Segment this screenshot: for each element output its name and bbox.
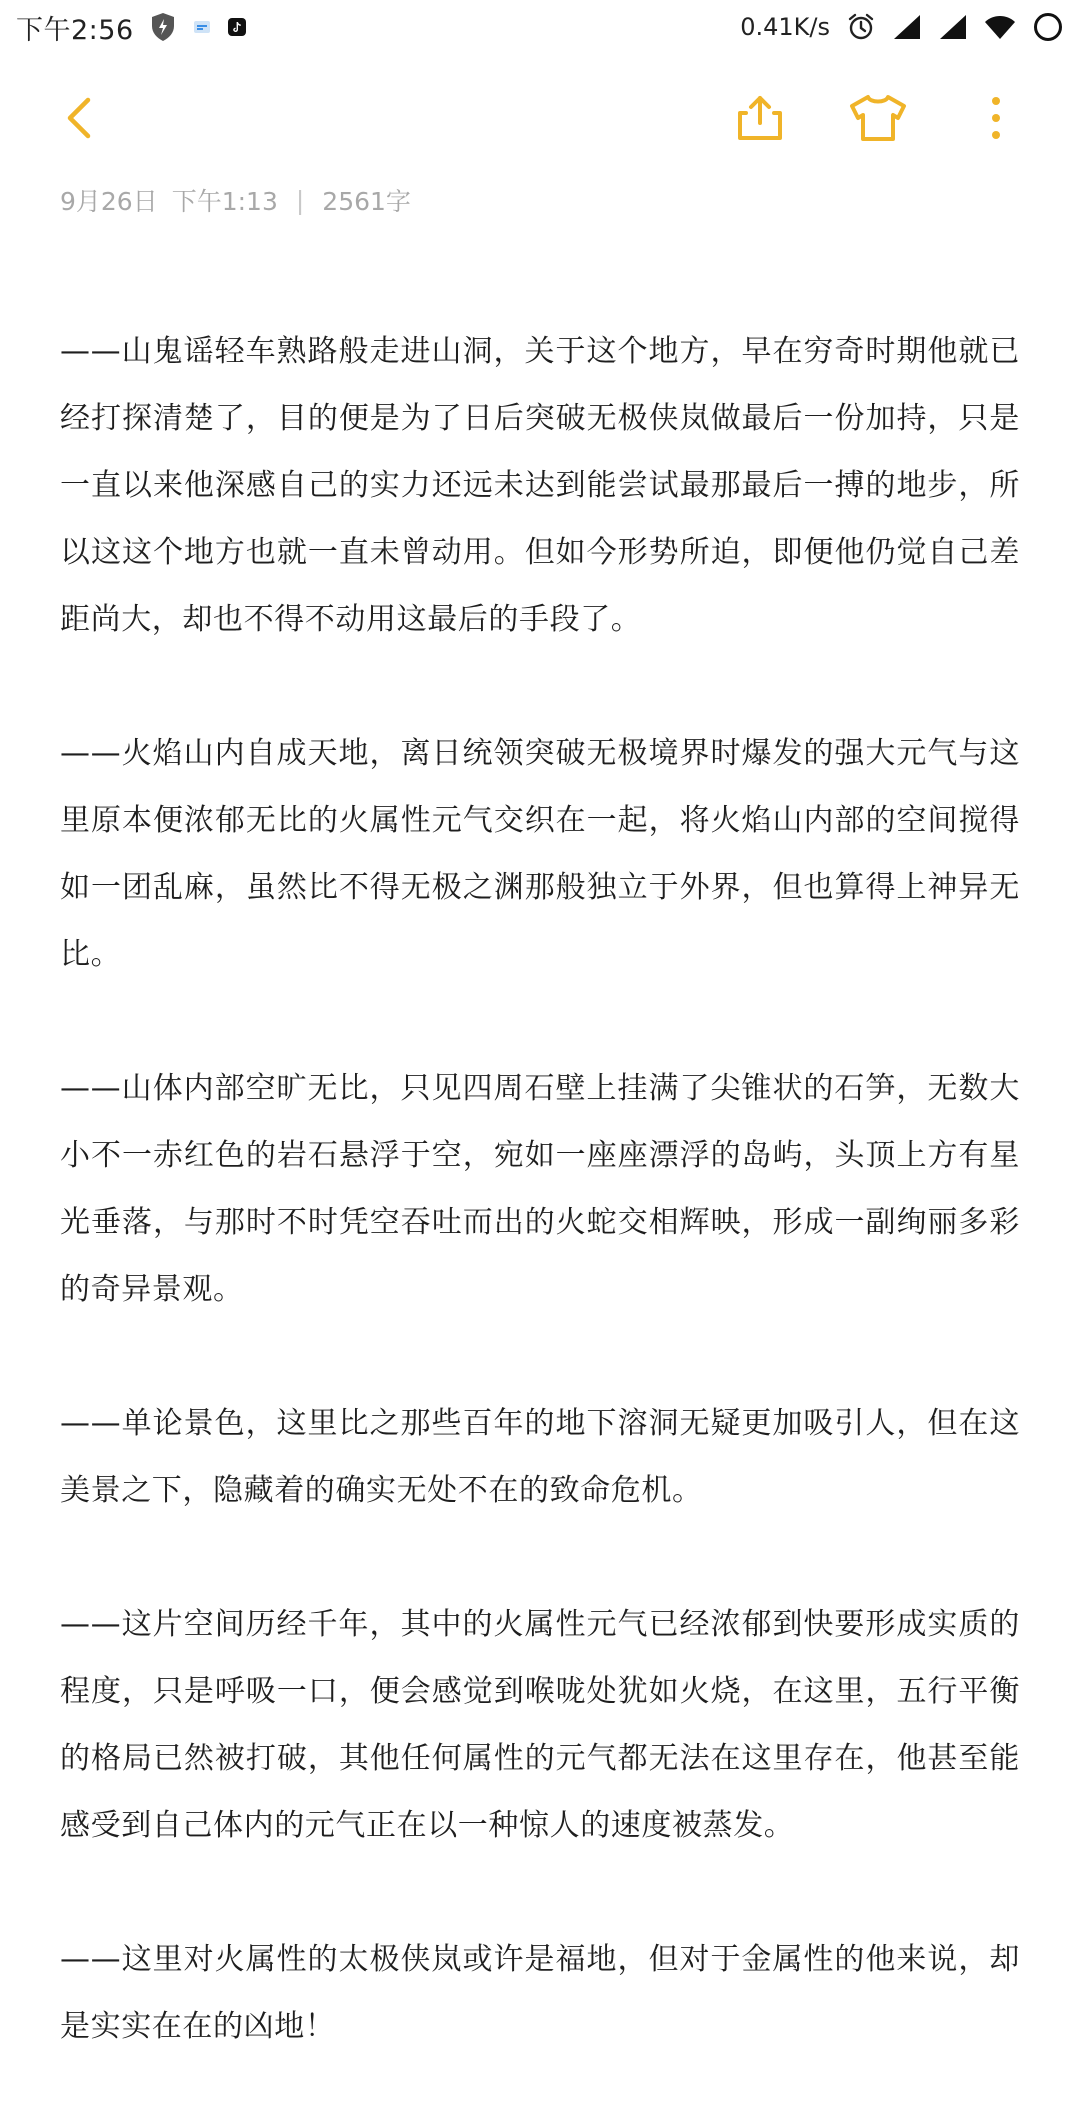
word-count: 2561字 (322, 187, 411, 216)
status-time: 下午2:56 (16, 14, 134, 46)
status-right (740, 11, 1064, 43)
note-meta (60, 180, 411, 220)
note-toolbar (0, 80, 1080, 160)
app-notification-icon (192, 18, 212, 36)
note-body[interactable] (60, 318, 1020, 2127)
alarm-icon (846, 12, 876, 42)
status-bar (0, 0, 1080, 54)
note-paragraph: ——这片空间历经千年，其中的火属性元气已经浓郁到快要形成实质的程度，只是呼吸一口，便会感觉到喉咙处犹如火烧，在这里，五行平衡的格局已然被打破，其他任何属性的元气都无法在这里存在，他甚至能感受到自己体内的元气正在以一种惊人的速度被蒸发。 (60, 1607, 1020, 1843)
meta-separator: | (295, 185, 305, 215)
tshirt-theme-icon (848, 93, 908, 147)
wifi-icon (984, 14, 1016, 40)
note-date: 9月26日 (60, 187, 158, 216)
share-button[interactable] (720, 80, 800, 160)
shield-bolt-icon (150, 12, 176, 42)
network-speed: 0.41K/s (740, 13, 830, 41)
share-icon (735, 93, 785, 147)
back-arrow-icon (60, 94, 100, 146)
more-options-button[interactable] (956, 80, 1036, 160)
status-left (16, 8, 246, 47)
more-vertical-icon (989, 95, 1003, 145)
signal-icon (938, 13, 968, 41)
signal-icon (892, 13, 922, 41)
note-paragraph: ——山鬼谣轻车熟路般走进山洞，关于这个地方，早在穷奇时期他就已经打探清楚了，目的便是为了日后突破无极侠岚做最后一份加持，只是一直以来他深感自己的实力还远未达到能尝试最那最后一搏的地步，所以这这个地方也就一直未曾动用。但如今形势所迫，即便他仍觉自己差距尚大，却也不得不动用这最后的手段了。 (60, 334, 1020, 637)
theme-button[interactable] (838, 80, 918, 160)
note-paragraph: ——单论景色，这里比之那些百年的地下溶洞无疑更加吸引人，但在这美景之下，隐藏着的确实无处不在的致命危机。 (60, 1406, 1020, 1508)
note-time: 下午1:13 (171, 187, 278, 216)
note-paragraph: ——这里对火属性的太极侠岚或许是福地，但对于金属性的他来说，却是实实在在的凶地！ (60, 1942, 1020, 2044)
battery-ring-icon (1032, 11, 1064, 43)
note-paragraph: ——火焰山内自成天地，离日统领突破无极境界时爆发的强大元气与这里原本便浓郁无比的火属性元气交织在一起，将火焰山内部的空间搅得如一团乱麻，虽然比不得无极之渊那般独立于外界，但也算得上神异无比。 (60, 736, 1020, 972)
back-button[interactable] (40, 80, 120, 160)
tiktok-icon (228, 18, 246, 36)
note-paragraph: ——山体内部空旷无比，只见四周石壁上挂满了尖锥状的石笋，无数大小不一赤红色的岩石悬浮于空，宛如一座座漂浮的岛屿，头顶上方有星光垂落，与那时不时凭空吞吐而出的火蛇交相辉映，形成一副绚丽多彩的奇异景观。 (60, 1071, 1020, 1307)
